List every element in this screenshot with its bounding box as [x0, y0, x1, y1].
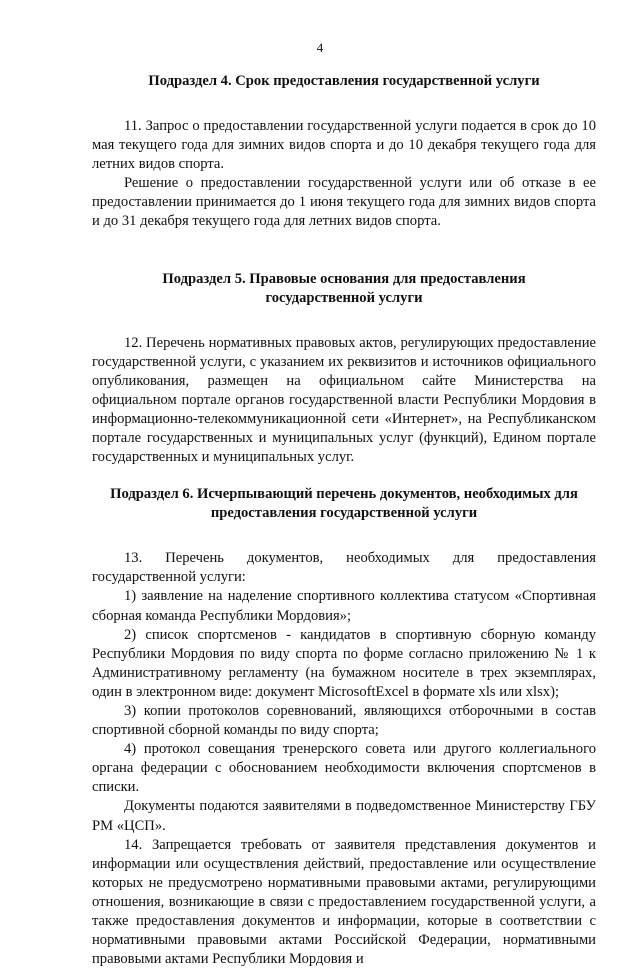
list-item-1: 1) заявление на наделение спортивного коллектива статусом «Спортивная сборная команда Республики Мордовия»;: [92, 588, 596, 624]
paragraph-13: 13. Перечень документов, необходимых для предоставления государственной услуги:: [92, 550, 596, 586]
section-5-heading-line1: Подраздел 5. Правовые основания для предоставления: [162, 270, 526, 287]
list-item-3: 3) копии протоколов соревнований, являющихся отборочными в состав спортивной сборной команды по виду спорта;: [92, 702, 596, 739]
section-6-heading-line1: Подраздел 6. Исчерпывающий перечень документов, необходимых для: [110, 486, 578, 503]
paragraph-decision: Решение о предоставлении государственной услуги или об отказе в ее предоставлении принимается до 1 июня текущего года для зимних видов спорта и до 31 декабря текущего года для летних видов спорта.: [92, 175, 596, 230]
list-item-4: 4) протокол совещания тренерского совета или другого коллегиального органа федерации с обоснованием необходимости включения спортсменов в списки.: [92, 741, 596, 796]
paragraph-submission: Документы подаются заявителями в подведомственное Министерству ГБУ РМ «ЦСП».: [92, 798, 596, 834]
page-number: 4: [316, 40, 324, 55]
list-item-2: 2) список спортсменов - кандидатов в спортивную сборную команду Республики Мордовия по виду спорта по форме согласно приложению № 1 к Административному регламенту (на бумажном носителе в трех экземплярах, один в электронном виде: документ MicrosoftExcel в формате xls или xlsx);: [92, 626, 596, 700]
paragraph-11: 11. Запрос о предоставлении государственной услуги подается в срок до 10 мая текущего года для зимних видов спорта и до 10 декабря текущего года для летних видов спорта.: [92, 118, 596, 173]
paragraph-12: 12. Перечень нормативных правовых актов, регулирующих предоставление государственной услуги, с указанием их реквизитов и источников официального опубликования, размещен на официальном сайте Министерства на официальном портале органов государственной власти Республики Мордовия в информационно-телекоммуникационной сети «Интернет», на Республиканском портале государственных и муниципальных услуг (функций), Едином портале государственных и муниципальных услуг.: [92, 334, 596, 466]
section-5-heading-line2: государственной услуги: [265, 289, 423, 306]
paragraph-14: 14. Запрещается требовать от заявителя представления документов и информации или осуществления действий, предоставление или осуществление которых не предусмотрено нормативными правовыми актами, регулирующими отношения, возникающие в связи с предоставлением государственной услуги, а также предоставления документов и информации, которые в соответствии с нормативными правовыми актами Российской Федерации, нормативными правовыми актами Республики Мордовия и: [92, 836, 596, 968]
section-6-heading-line2: предоставления государственной услуги: [210, 505, 478, 522]
section-5-heading: [92, 270, 596, 308]
section-4-heading: Подраздел 4. Срок предоставления государственной услуги: [148, 73, 540, 89]
section-6-heading: [92, 485, 596, 523]
